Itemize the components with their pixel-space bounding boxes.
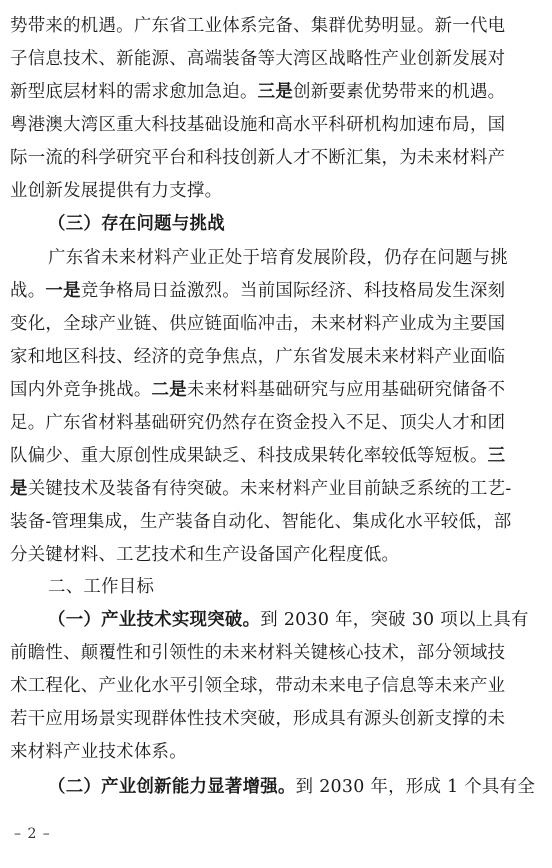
text-line <box>48 773 540 802</box>
text-line <box>10 738 540 767</box>
section-heading <box>48 210 540 239</box>
text-line <box>10 310 540 339</box>
text-run: 分关键材料、工艺技术和生产设备国产化程度低。 <box>10 545 400 565</box>
bold-run: （三）存在问题与挑战 <box>48 214 225 234</box>
text-run: 势带来的机遇。广东省工业体系完备、集群优势明显。新一代电 <box>10 16 506 36</box>
text-line <box>10 705 540 734</box>
text-run: 关键技术及装备有待突破。未来材料产业目前缺乏系统的工艺- <box>27 479 512 499</box>
text-line <box>48 606 540 635</box>
text-run: 子信息技术、新能源、高端装备等大湾区战略性产业创新发展对 <box>10 49 506 69</box>
bold-run: 一是 <box>45 281 81 301</box>
text-line <box>10 144 540 173</box>
text-run: 到 2030 年，形成 1 个具有全 <box>295 777 536 797</box>
text-line <box>10 177 540 206</box>
text-line <box>10 442 540 471</box>
text-line <box>10 45 540 74</box>
text-run: 未来材料基础研究与应用基础研究储备不 <box>186 380 506 400</box>
text-line <box>10 475 540 504</box>
text-run: 到 2030 年，突破 30 项以上具有 <box>260 610 529 630</box>
text-run: 际一流的科学研究平台和科技创新人才不断汇集，为未来材料产 <box>10 148 506 168</box>
text-run: 二、工作目标 <box>48 577 155 597</box>
text-run: 竞争格局日益激烈。当前国际经济、科技格局发生深刻 <box>80 281 506 301</box>
text-line <box>10 277 540 306</box>
text-line <box>10 639 540 668</box>
bold-run: （二）产业创新能力显著增强。 <box>48 777 296 797</box>
text-run: 前瞻性、颠覆性和引领性的未来材料关键核心技术，部分领域技 <box>10 643 506 663</box>
text-run: 国内外竞争挑战。 <box>10 380 152 400</box>
page-number: – 2 – <box>14 826 51 842</box>
text-run: 足。广东省材料基础研究仍然存在资金投入不足、顶尖人才和团 <box>10 413 506 433</box>
text-line <box>10 12 540 41</box>
text-run: 新型底层材料的需求愈加急迫。 <box>10 82 258 102</box>
text-line <box>10 111 540 140</box>
text-line <box>10 672 540 701</box>
bold-run: 三是 <box>257 82 294 102</box>
section-heading <box>48 573 540 602</box>
bold-run: （一）产业技术实现突破。 <box>48 610 261 630</box>
text-line <box>10 541 540 570</box>
text-run: 业创新发展提供有力支撑。 <box>10 181 223 201</box>
text-run: 来材料产业技术体系。 <box>10 742 187 762</box>
bold-run: 二是 <box>151 380 187 400</box>
text-run: 粤港澳大湾区重大科技基础设施和高水平科研机构加速布局，国 <box>10 115 506 135</box>
text-run: 广东省未来材料产业正处于培育发展阶段，仍存在问题与挑 <box>48 248 508 268</box>
text-line <box>10 343 540 372</box>
text-run: 队偏少、重大原创性成果缺乏、科技成果转化率较低等短板。 <box>10 446 488 466</box>
text-run: 若干应用场景实现群体性技术突破，形成具有源头创新支撑的未 <box>10 709 506 729</box>
text-run: 家和地区科技、经济的竞争焦点，广东省发展未来材料产业面临 <box>10 347 506 367</box>
text-run: 术工程化、产业化水平引领全球，带动未来电子信息等未来产业 <box>10 676 506 696</box>
text-run: 变化，全球产业链、供应链面临冲击，未来材料产业成为主要国 <box>10 314 506 334</box>
text-line <box>10 376 540 405</box>
bold-run: 是 <box>10 479 28 499</box>
bold-run: 三 <box>487 446 506 466</box>
text-line <box>10 508 540 537</box>
text-run: 创新要素优势带来的机遇。 <box>293 82 506 102</box>
text-line <box>48 244 540 273</box>
text-line <box>10 409 540 438</box>
text-run: 装备-管理集成，生产装备自动化、智能化、集成化水平较低，部 <box>10 512 512 532</box>
text-line <box>10 78 540 107</box>
text-run: 战。 <box>10 281 46 301</box>
